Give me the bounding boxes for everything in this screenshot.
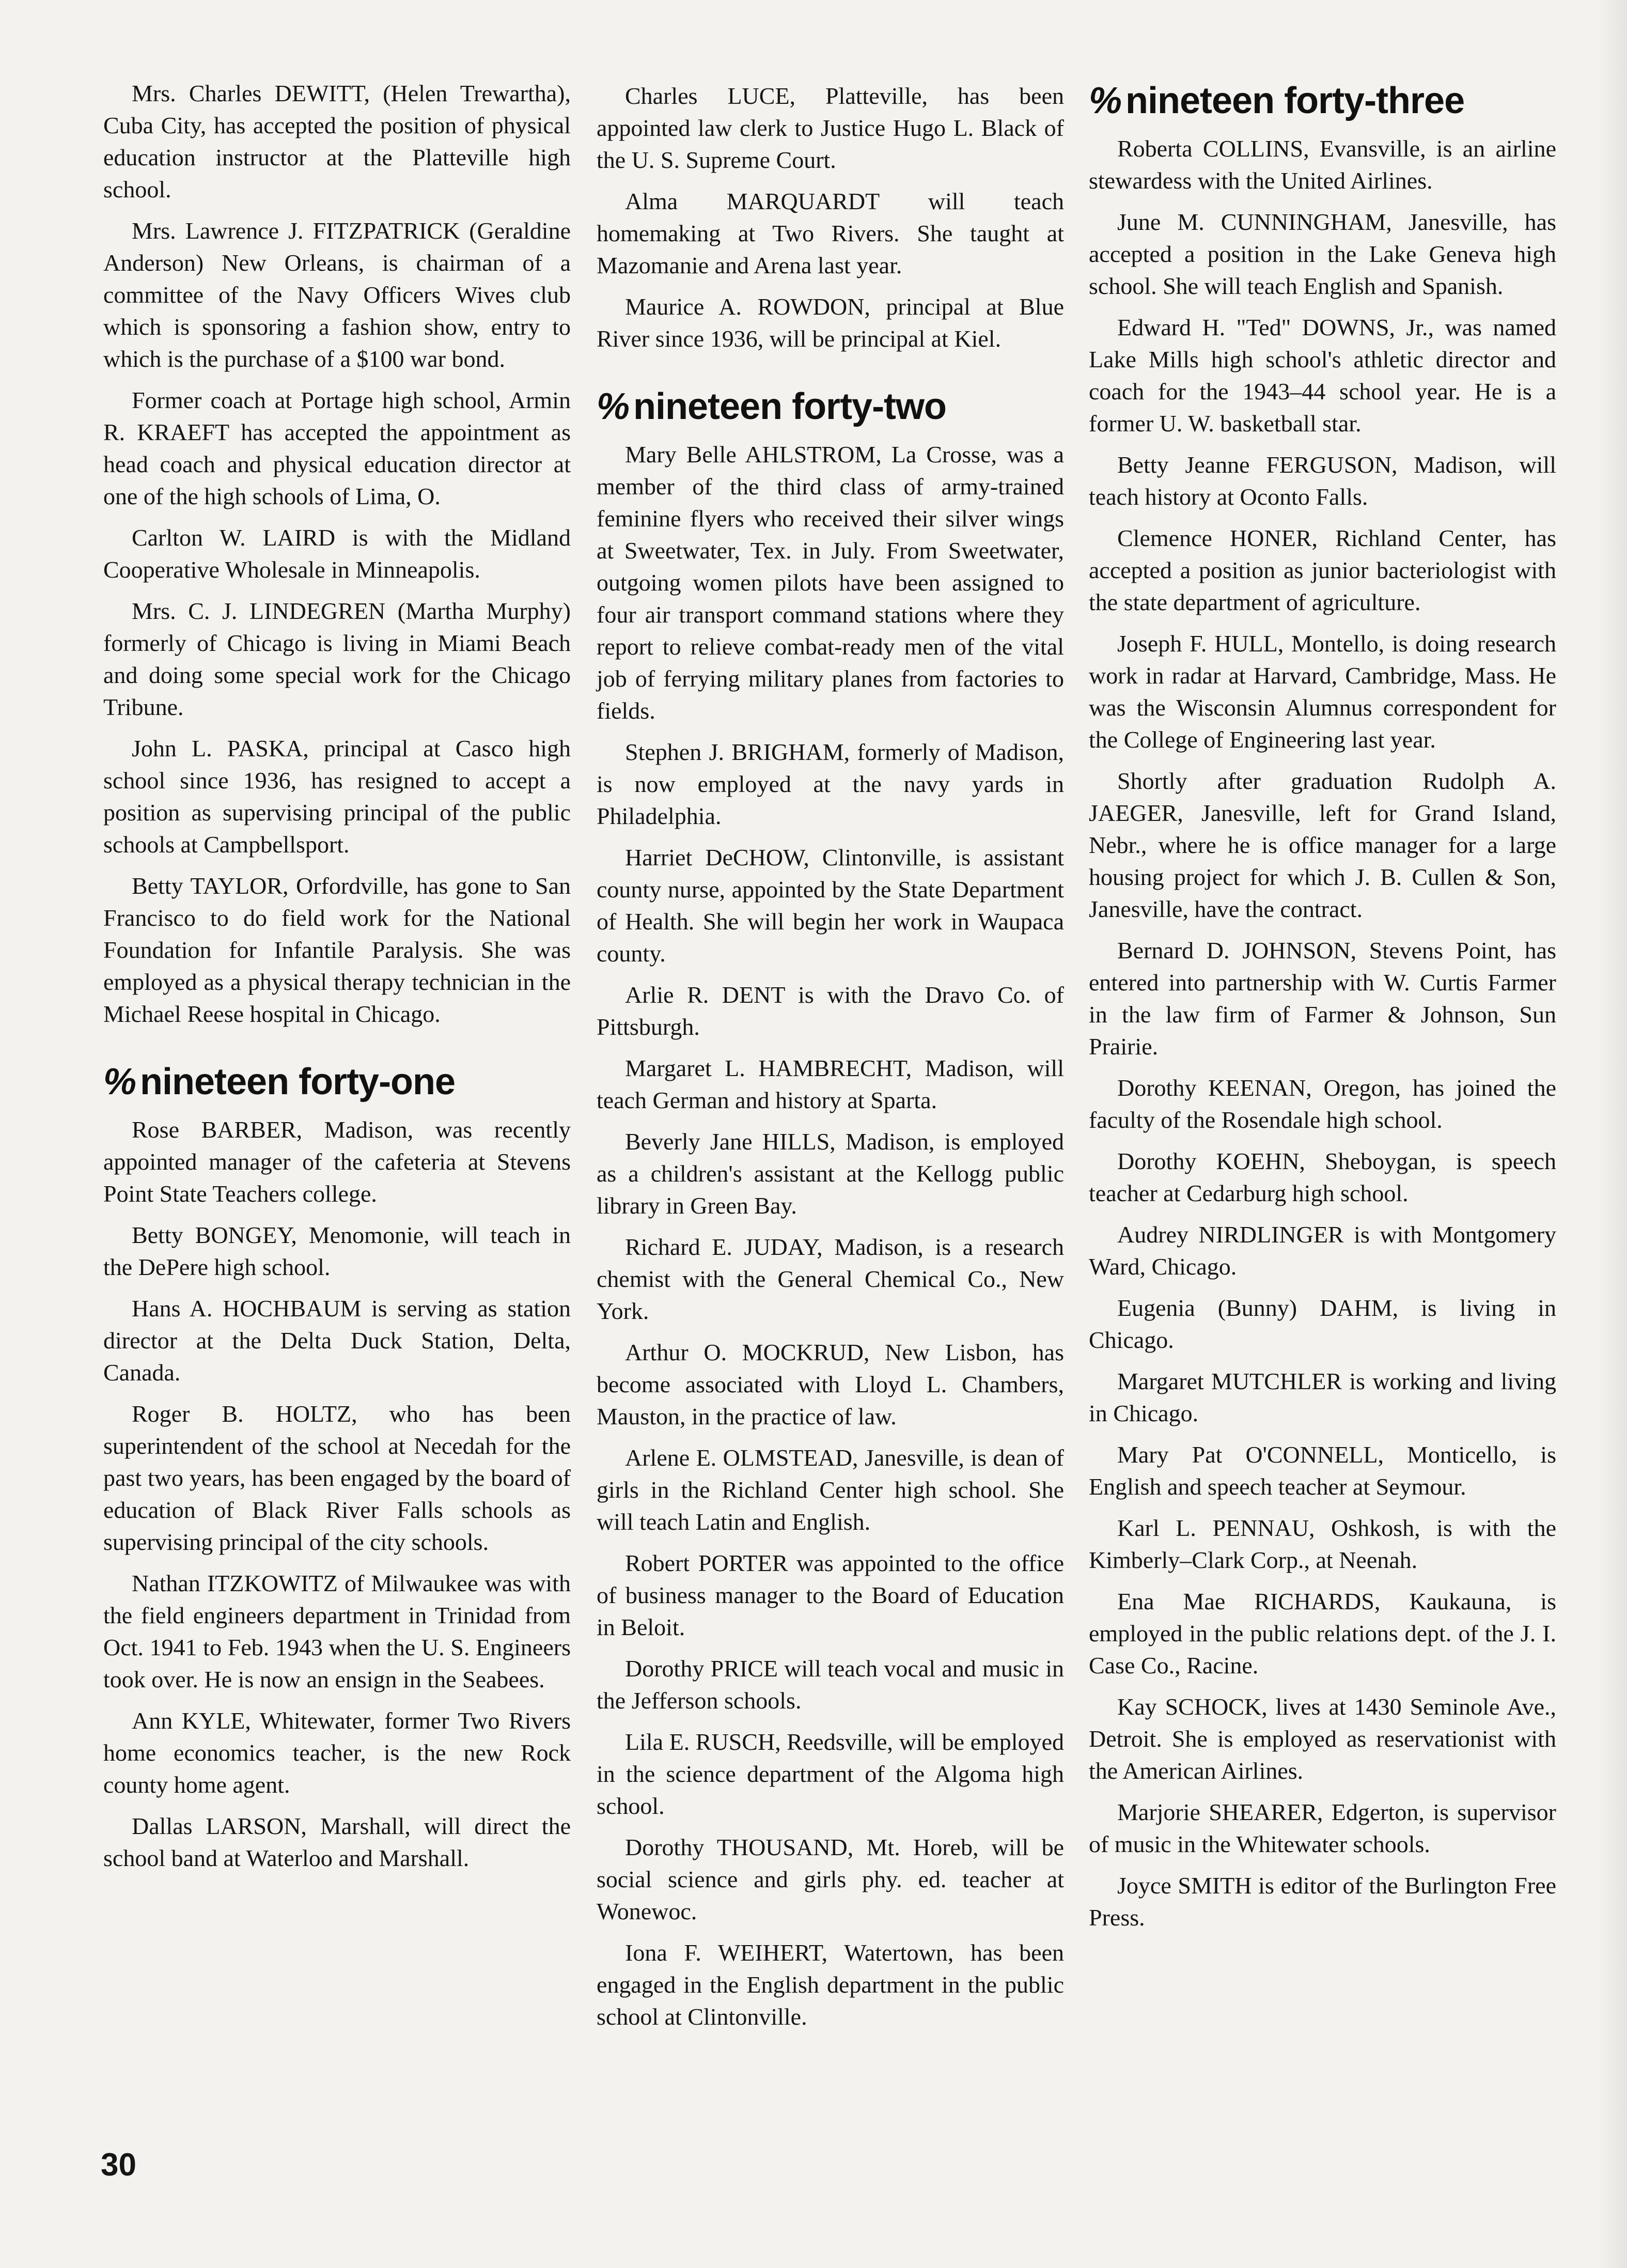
alumni-note: Margaret MUTCHLER is working and living in Chicago. (1089, 1368, 1556, 1426)
alumni-note: Nathan ITZKOWITZ of Milwaukee was with the field engineers department in Trinidad from Oct. 1941 to Feb. 1943 when the U. S. Engineers took over. He is now an ensign in the Seabees. (103, 1570, 571, 1692)
alumni-note: Kay SCHOCK, lives at 1430 Seminole Ave., Detroit. She is employed as reservationist with the American Airlines. (1089, 1694, 1556, 1784)
alumni-note: Alma MARQUARDT will teach homemaking at Two Rivers. She taught at Mazomanie and Arena last year. (597, 188, 1064, 278)
alumni-note: Margaret L. HAMBRECHT, Madison, will teach German and history at Sparta. (597, 1055, 1064, 1113)
alumni-note: Richard E. JUDAY, Madison, is a research chemist with the General Chemical Co., New York. (597, 1234, 1064, 1324)
alumni-note: Dorothy THOUSAND, Mt. Horeb, will be social science and girls phy. ed. teacher at Wonewoc. (597, 1834, 1064, 1924)
alumni-note: Rose BARBER, Madison, was recently appointed manager of the cafeteria at Stevens Point State Teachers college. (103, 1116, 571, 1207)
alumni-note: John L. PASKA, principal at Casco high school since 1936, has resigned to accept a position as supervising principal of the public schools at Campbellsport. (103, 735, 571, 858)
alumni-note: Roger B. HOLTZ, who has been superintendent of the school at Necedah for the past two years, has been engaged by the board of education of Black River Falls schools as supervising principal of the city schools. (103, 1401, 571, 1555)
section-heading (103, 1061, 571, 1102)
alumni-note: Maurice A. ROWDON, principal at Blue River since 1936, will be principal at Kiel. (597, 293, 1064, 352)
page-number: 30 (101, 2147, 136, 2183)
alumni-note: Dorothy KOEHN, Sheboygan, is speech teacher at Cedarburg high school. (1089, 1148, 1556, 1206)
alumni-note: Marjorie SHEARER, Edgerton, is supervisor of music in the Whitewater schools. (1089, 1799, 1556, 1857)
section-heading (597, 386, 1064, 427)
alumni-note: Dallas LARSON, Marshall, will direct the school band at Waterloo and Marshall. (103, 1813, 571, 1871)
alumni-note: Bernard D. JOHNSON, Stevens Point, has entered into partnership with W. Curtis Farmer in the law firm of Farmer & Johnson, Sun Prairie. (1089, 937, 1556, 1060)
alumni-note: Mrs. Lawrence J. FITZPATRICK (Geraldine Anderson) New Orleans, is chairman of a committee of the Navy Officers Wives club which is sponsoring a fashion show, entry to which is the purchase of a $100 war bond. (103, 218, 571, 372)
alumni-note: Hans A. HOCHBAUM is serving as station director at the Delta Duck Station, Delta, Canada. (103, 1295, 571, 1386)
alumni-note: Dorothy KEENAN, Oregon, has joined the faculty of the Rosendale high school. (1089, 1075, 1556, 1133)
class-year-glyph: % (597, 386, 630, 427)
alumni-note: Joyce SMITH is editor of the Burlington Free Press. (1089, 1872, 1556, 1931)
alumni-note: Carlton W. LAIRD is with the Midland Cooperative Wholesale in Minneapolis. (103, 524, 571, 583)
alumni-note: Harriet DeCHOW, Clintonville, is assistant county nurse, appointed by the State Department of Health. She will begin her work in Waupaca county. (597, 844, 1064, 967)
alumni-note: Karl L. PENNAU, Oshkosh, is with the Kimberly–Clark Corp., at Neenah. (1089, 1515, 1556, 1573)
section-heading-text: nineteen forty-two (633, 386, 947, 427)
section-heading-text: nineteen forty-one (140, 1061, 456, 1102)
alumni-note: Charles LUCE, Platteville, has been appointed law clerk to Justice Hugo L. Black of the U. S. Supreme Court. (597, 83, 1064, 173)
alumni-note: Lila E. RUSCH, Reedsville, will be employed in the science department of the Algoma high school. (597, 1729, 1064, 1819)
alumni-note: Former coach at Portage high school, Armin R. KRAEFT has accepted the appointment as head coach and physical education director at one of the high schools of Lima, O. (103, 387, 571, 509)
alumni-note: Roberta COLLINS, Evansville, is an airline stewardess with the United Airlines. (1089, 135, 1556, 194)
class-year-glyph: % (103, 1061, 136, 1102)
alumni-note: Clemence HONER, Richland Center, has accepted a position as junior bacteriologist with the state department of agriculture. (1089, 525, 1556, 615)
alumni-note: Stephen J. BRIGHAM, formerly of Madison, is now employed at the navy yards in Philadelphia. (597, 739, 1064, 829)
alumni-note: Betty BONGEY, Menomonie, will teach in the DePere high school. (103, 1222, 571, 1280)
alumni-note: Mrs. Charles DEWITT, (Helen Trewartha), Cuba City, has accepted the position of physical education instructor at the Platteville high school. (103, 80, 571, 203)
alumni-note: Beverly Jane HILLS, Madison, is employed as a children's assistant at the Kellogg public library in Green Bay. (597, 1128, 1064, 1219)
alumni-note: Dorothy PRICE will teach vocal and music in the Jefferson schools. (597, 1655, 1064, 1714)
alumni-note: Shortly after graduation Rudolph A. JAEGER, Janesville, left for Grand Island, Nebr., where he is office manager for a large housing project for which J. B. Cullen & Son, Janesville, have the contract. (1089, 768, 1556, 922)
alumni-note: Arthur O. MOCKRUD, New Lisbon, has become associated with Lloyd L. Chambers, Mauston, in the practice of law. (597, 1339, 1064, 1430)
alumni-note: Mrs. C. J. LINDEGREN (Martha Murphy) formerly of Chicago is living in Miami Beach and doing some special work for the Chicago Tribune. (103, 598, 571, 720)
alumni-note: Betty TAYLOR, Orfordville, has gone to San Francisco to do field work for the National Foundation for Infantile Paralysis. She was employed as a physical therapy technician in the Michael Reese hospital in Chicago. (103, 873, 571, 1027)
column-3 (1089, 80, 1556, 1943)
alumni-note: Edward H. "Ted" DOWNS, Jr., was named Lake Mills high school's athletic director and coach for the 1943–44 school year. He is a former U. W. basketball star. (1089, 314, 1556, 437)
alumni-note: Robert PORTER was appointed to the office of business manager to the Board of Education in Beloit. (597, 1550, 1064, 1640)
alumni-note: Ann KYLE, Whitewater, former Two Rivers home economics teacher, is the new Rock county home agent. (103, 1707, 571, 1798)
alumni-note: Iona F. WEIHERT, Watertown, has been engaged in the English department in the public school at Clintonville. (597, 1939, 1064, 2030)
alumni-note: Arlene E. OLMSTEAD, Janesville, is dean of girls in the Richland Center high school. She will teach Latin and English. (597, 1444, 1064, 1535)
section-heading-text: nineteen forty-three (1125, 80, 1465, 121)
alumni-note: Eugenia (Bunny) DAHM, is living in Chicago. (1089, 1295, 1556, 1353)
section-heading (1089, 80, 1556, 121)
class-year-glyph: % (1089, 80, 1122, 121)
alumni-note: Mary Pat O'CONNELL, Monticello, is English and speech teacher at Seymour. (1089, 1441, 1556, 1500)
alumni-note: June M. CUNNINGHAM, Janesville, has accepted a position in the Lake Geneva high school. She will teach English and Spanish. (1089, 209, 1556, 299)
alumni-note: Mary Belle AHLSTROM, La Crosse, was a member of the third class of army-trained feminine flyers who received their silver wings at Sweetwater, Tex. in July. From Sweetwater, outgoing women pilots have been assigned to four air transport command stations where they report to relieve combat-ready men of the vital job of ferrying military planes from factories to fields. (597, 441, 1064, 724)
alumni-note: Arlie R. DENT is with the Dravo Co. of Pittsburgh. (597, 982, 1064, 1040)
alumni-note: Betty Jeanne FERGUSON, Madison, will teach history at Oconto Falls. (1089, 452, 1556, 510)
column-2 (597, 80, 1064, 2042)
column-1 (103, 77, 571, 1884)
alumni-note: Joseph F. HULL, Montello, is doing research work in radar at Harvard, Cambridge, Mass. He was the Wisconsin Alumnus correspondent for the College of Engineering last year. (1089, 630, 1556, 753)
alumni-note: Audrey NIRDLINGER is with Montgomery Ward, Chicago. (1089, 1221, 1556, 1280)
alumni-note: Ena Mae RICHARDS, Kaukauna, is employed in the public relations dept. of the J. I. Case Co., Racine. (1089, 1588, 1556, 1679)
page-edge-shadow (1596, 0, 1627, 2268)
